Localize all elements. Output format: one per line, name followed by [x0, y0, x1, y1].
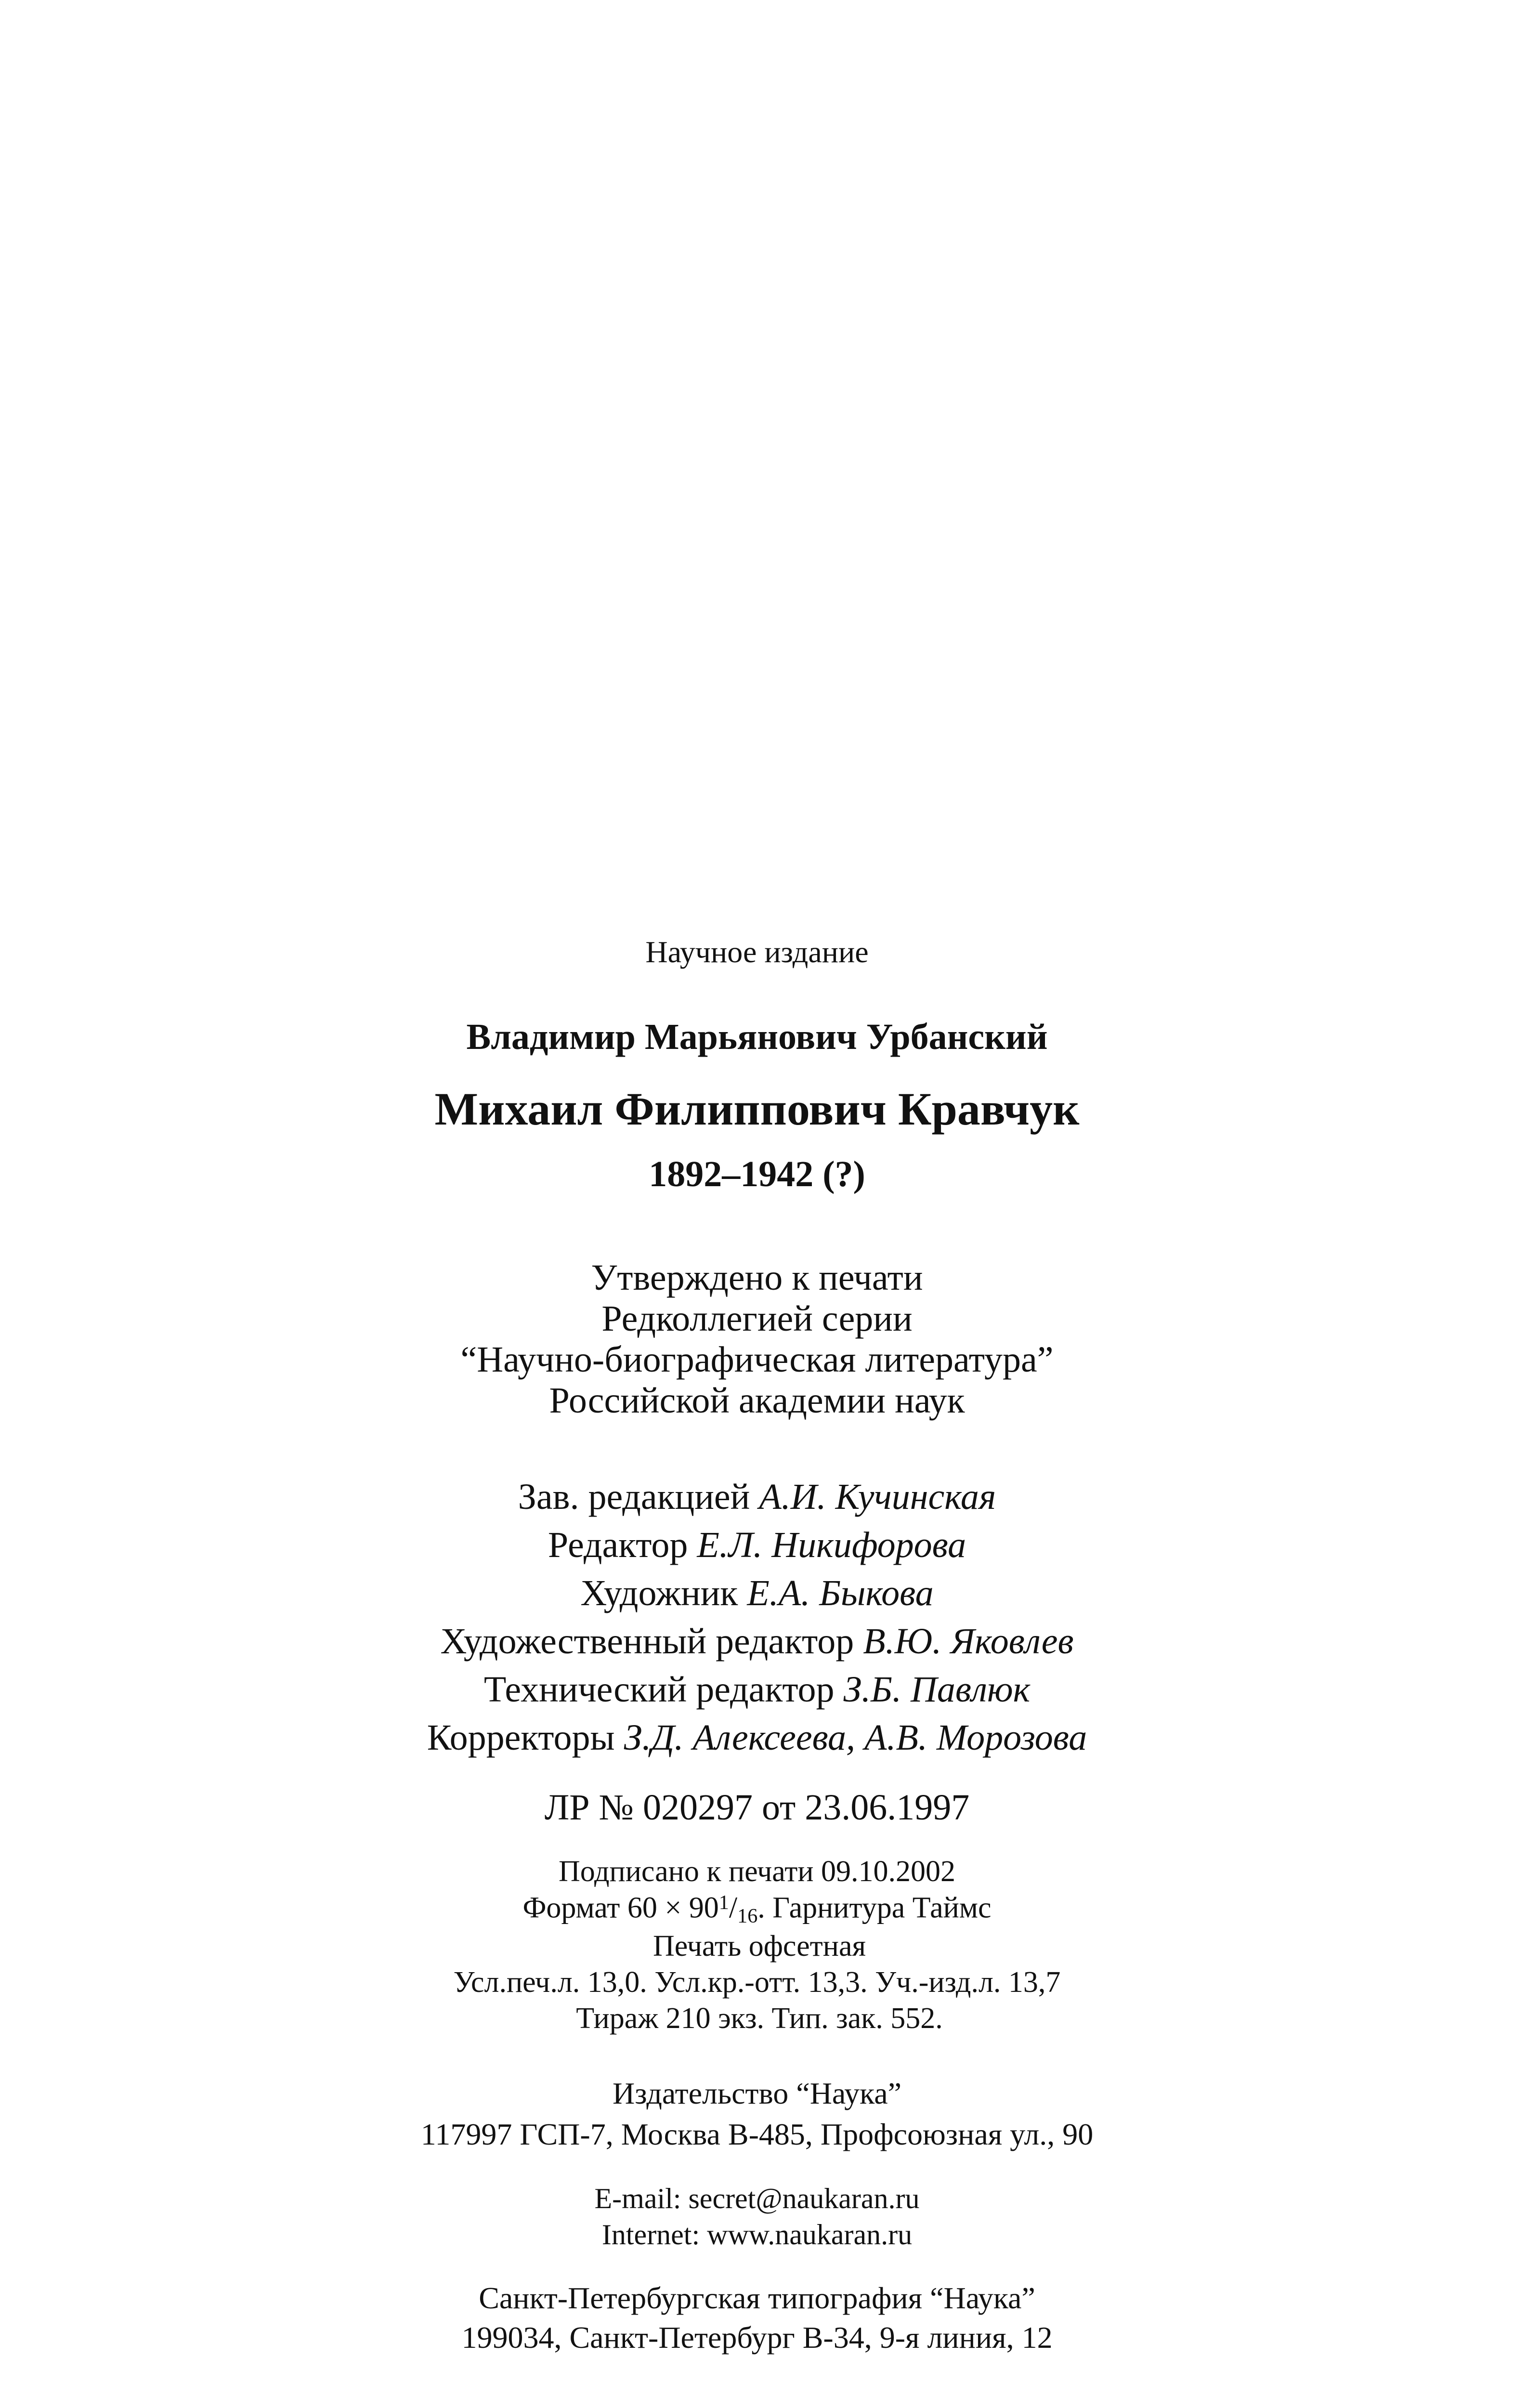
staff-role: Художественный редактор [440, 1621, 854, 1662]
staff-credit [0, 1719, 1514, 1756]
license-number: ЛР № 020297 от 23.06.1997 [544, 1787, 970, 1828]
staff-person: З.Д. Алексеева, А.В. Морозова [624, 1717, 1087, 1758]
life-years: 1892–1942 (?) [649, 1154, 865, 1194]
format-line: Формат $60 \times 90^1/_{16}$. Гарнитура Таймс [522, 1891, 992, 1928]
print-run: Тираж 210 экз. Тип. зак. 552. [576, 2002, 943, 2035]
approval-line: Российской академии наук [549, 1380, 965, 1421]
staff-role: Художник [580, 1573, 738, 1613]
staff-credit [0, 1671, 1514, 1708]
staff-person: А.И. Кучинская [759, 1477, 996, 1517]
printing-house: Санкт-Петербургская типография “Наука” [479, 2281, 1035, 2315]
publisher-name: Издательство “Наука” [612, 2076, 902, 2110]
staff-credit [0, 1479, 1514, 1515]
author-name: Владимир Марьянович Урбанский [466, 1017, 1048, 1057]
print-method: Печать офсетная [653, 1930, 866, 1963]
staff-person: Е.Л. Никифорова [697, 1525, 966, 1565]
staff-person: Е.А. Быкова [747, 1573, 934, 1613]
book-title: Михаил Филиппович Кравчук [434, 1083, 1080, 1135]
signed-date: Подписано к печати 09.10.2002 [558, 1855, 955, 1888]
publisher-website: Internet: www.naukaran.ru [601, 2219, 913, 2251]
staff-person: В.Ю. Яковлев [863, 1621, 1074, 1662]
staff-person: З.Б. Павлюк [843, 1669, 1031, 1710]
staff-credit [0, 1527, 1514, 1563]
format-suffix: . Гарнитура Таймс [757, 1891, 992, 1924]
staff-role: Зав. редакцией [518, 1477, 750, 1517]
staff-credit [0, 1623, 1514, 1660]
printing-address: 199034, Санкт-Петербург В-34, 9-я линия, 12 [461, 2320, 1053, 2355]
staff-credit [0, 1575, 1514, 1611]
format-numerator: 1 [718, 1891, 729, 1914]
staff-role: Редактор [548, 1525, 688, 1565]
approval-line: Утверждено к печати [591, 1257, 923, 1298]
series-label: Научное издание [645, 935, 869, 969]
format-prefix: Формат 60 × 90 [522, 1891, 719, 1924]
approval-line: Редколлегией серии [601, 1298, 913, 1339]
sheet-counts: Усл.печ.л. 13,0. Усл.кр.-отт. 13,3. Уч.-изд.л. 13,7 [453, 1966, 1061, 1999]
publisher-address: 117997 ГСП-7, Москва В-485, Профсоюзная ул., 90 [420, 2117, 1094, 2151]
publisher-email: E-mail: secret@naukaran.ru [594, 2183, 920, 2214]
approval-line: “Научно-биографическая литература” [460, 1339, 1054, 1380]
staff-role: Корректоры [427, 1717, 615, 1758]
format-denominator: 16 [737, 1905, 758, 1928]
staff-role: Технический редактор [483, 1669, 835, 1710]
